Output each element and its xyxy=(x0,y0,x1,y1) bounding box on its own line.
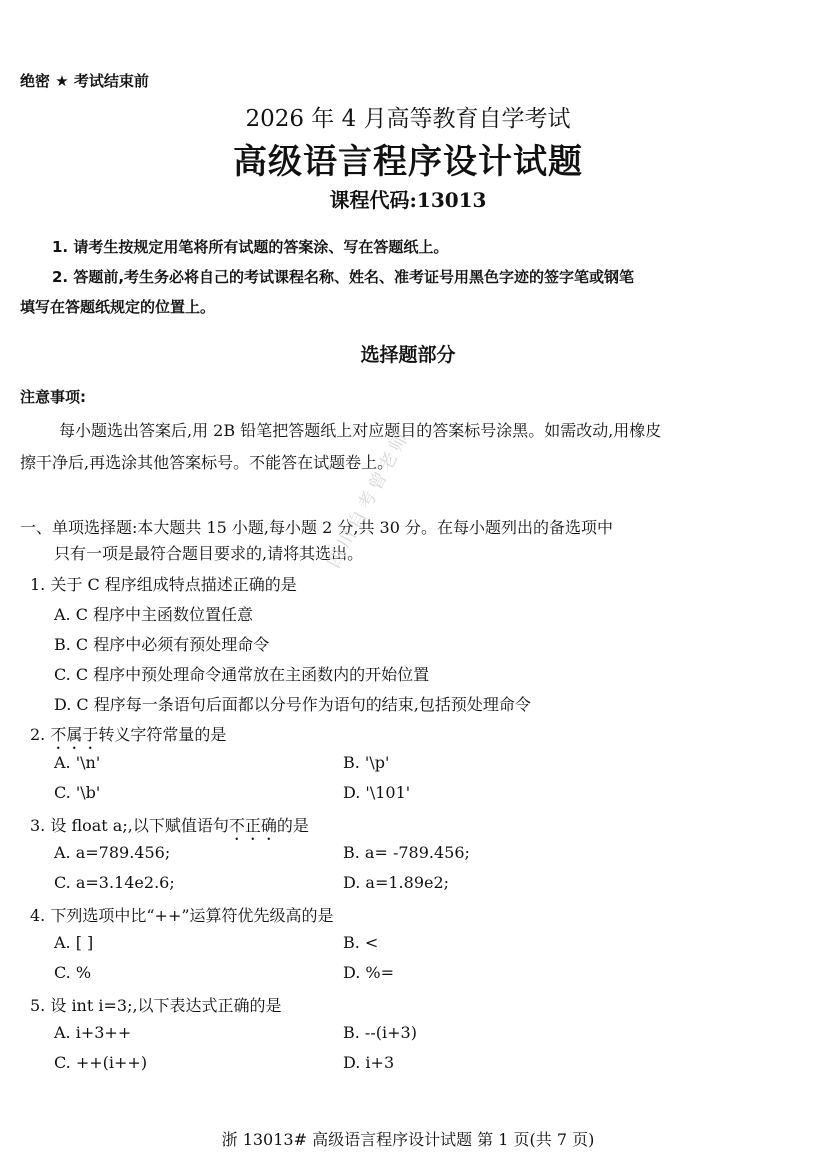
notice-line-2: 擦干净后,再选涂其他答案标号。不能答在试题卷上。 xyxy=(20,453,394,472)
question-5-option-d: D. i+3 xyxy=(343,1053,395,1072)
exam-title: 2026 年 4 月高等教育自学考试 xyxy=(245,106,571,132)
notice-heading: 注意事项: xyxy=(20,388,86,406)
page-footer: 浙 13013# 高级语言程序设计试题 第 1 页(共 7 页) xyxy=(221,1130,595,1149)
question-2-stem-rest: 转义字符常量的是 xyxy=(98,725,227,744)
question-2-option-d: D. '\101' xyxy=(343,783,411,802)
question-2-option-c: C. '\b' xyxy=(54,783,101,802)
question-2-option-b: B. '\p' xyxy=(343,753,390,772)
question-2-option-a: A. '\n' xyxy=(54,753,101,772)
question-3-stem xyxy=(30,813,309,844)
question-3-option-b: B. a= -789.456; xyxy=(343,843,470,862)
part-heading-cont: 只有一项是最符合题目要求的,请将其选出。 xyxy=(54,544,364,563)
subject-title: 高级语言程序设计试题 xyxy=(233,142,583,182)
question-1-option-d: D. C 程序每一条语句后面都以分号作为语句的结束,包括预处理命令 xyxy=(54,695,531,714)
course-code: 课程代码:13013 xyxy=(329,188,487,212)
question-4-option-a: A. [ ] xyxy=(54,933,94,952)
question-1-stem: 1. 关于 C 程序组成特点描述正确的是 xyxy=(30,575,297,594)
question-4-option-c: C. % xyxy=(54,963,92,982)
question-3-stem-post: 的是 xyxy=(276,816,309,835)
question-2-stem xyxy=(30,722,226,753)
question-5-stem: 5. 设 int i=3;,以下表达式正确的是 xyxy=(30,996,282,1015)
question-3-option-d: D. a=1.89e2; xyxy=(343,873,450,892)
question-4-option-d: D. %= xyxy=(343,963,395,982)
question-4-stem: 4. 下列选项中比“++”运算符优先级高的是 xyxy=(30,906,334,925)
question-2-emphasis: 不属于 xyxy=(50,725,99,744)
question-3-stem-pre: 3. 设 float a;,以下赋值语句 xyxy=(30,816,229,835)
question-1-option-c: C. C 程序中预处理命令通常放在主函数内的开始位置 xyxy=(54,665,430,684)
question-1-option-b: B. C 程序中必须有预处理命令 xyxy=(54,635,270,654)
question-5-option-b: B. --(i+3) xyxy=(343,1023,417,1042)
notice-line-1: 每小题选出答案后,用 2B 铅笔把答题纸上对应题目的答案标号涂黑。如需改动,用橡皮 xyxy=(59,421,662,440)
question-4-option-b: B. < xyxy=(343,933,379,952)
part-heading: 一、单项选择题:本大题共 15 小题,每小题 2 分,共 30 分。在每小题列出的备选项中 xyxy=(20,518,613,537)
section-title: 选择题部分 xyxy=(360,344,456,366)
question-2-number: 2. xyxy=(30,725,51,744)
instruction-2: 2. 答题前,考生务必将自己的考试课程名称、姓名、准考证号用黑色字迹的签字笔或钢笔 xyxy=(52,268,635,286)
question-3-option-c: C. a=3.14e2.6; xyxy=(54,873,175,892)
confidential-label: 绝密 ★ 考试结束前 xyxy=(20,72,149,90)
instruction-2-cont: 填写在答题纸规定的位置上。 xyxy=(20,298,216,316)
question-5-option-c: C. ++(i++) xyxy=(54,1053,148,1072)
question-3-option-a: A. a=789.456; xyxy=(54,843,171,862)
question-5-option-a: A. i+3++ xyxy=(54,1023,132,1042)
watermark: 四川自考曾老师 xyxy=(323,425,415,572)
question-3-emphasis: 不正确 xyxy=(228,816,277,835)
question-1-option-a: A. C 程序中主函数位置任意 xyxy=(54,605,254,624)
instruction-1: 1. 请考生按规定用笔将所有试题的答案涂、写在答题纸上。 xyxy=(52,238,449,256)
